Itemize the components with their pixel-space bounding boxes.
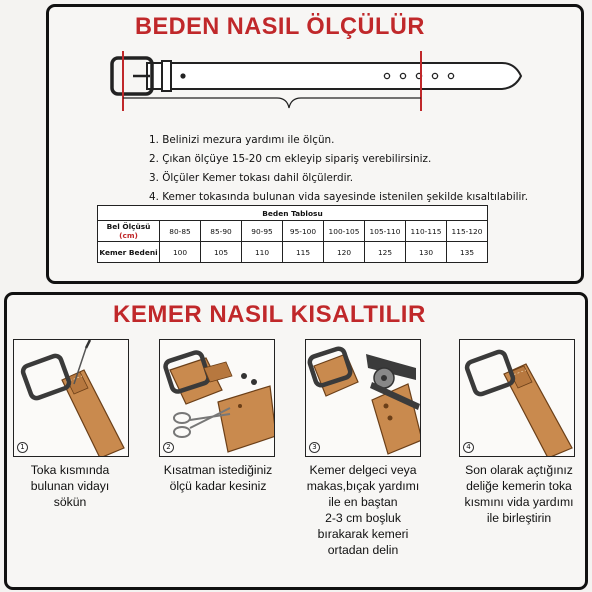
step-number: 2 [163,442,174,453]
table-cell: 95-100 [283,221,324,242]
table-cell: 125 [365,242,406,263]
step-3-text: Kemer delgeci veya makas,bıçak yardımı ile en baştan 2-3 cm boşluk bırakarak kemeri ortadan delin [306,463,420,557]
table-cell: 110-115 [406,221,447,242]
belt-measure-illustration [107,49,527,121]
unit-label: (cm) [119,231,138,240]
size-table [97,205,488,263]
table-cell: 105-110 [365,221,406,242]
step-1-illustration [13,339,129,457]
belt-row-header: Kemer Bedeni [98,242,160,263]
table-cell: 130 [406,242,447,263]
size-table-caption: Beden Tablosu [98,206,488,221]
table-cell: 80-85 [160,221,201,242]
table-cell: 90-95 [242,221,283,242]
table-cell: 135 [447,242,488,263]
instruction-item: 3. Ölçüler Kemer tokası dahil ölçülerdir. [149,172,354,184]
instruction-item: 1. Belinizi mezura yardımı ile ölçün. [149,134,335,146]
table-cell: 100 [160,242,201,263]
shorten-guide-title: KEMER NASIL KISALTILIR [113,301,426,328]
size-guide-title: BEDEN NASIL ÖLÇÜLÜR [135,13,425,40]
step-2-text: Kısatman istediğiniz ölçü kadar kesiniz [163,463,273,493]
step-1-text: Toka kısmında bulunan vidayı sökün [30,463,110,509]
table-cell: 115-120 [447,221,488,242]
table-row [98,242,488,263]
table-cell: 120 [324,242,365,263]
waist-label: Bel Ölçüsü [106,222,151,231]
table-cell: 115 [283,242,324,263]
instruction-item: 4. Kemer tokasında bulunan vida sayesinde istenilen şekilde kısaltılabilir. [149,191,529,203]
table-cell: 85-90 [201,221,242,242]
table-cell: 105 [201,242,242,263]
table-row [98,221,488,242]
instruction-item: 2. Çıkan ölçüye 15-20 cm ekleyip sipariş verebilirsiniz. [149,153,432,165]
step-number: 3 [309,442,320,453]
step-4-illustration [459,339,575,457]
table-cell: 110 [242,242,283,263]
step-3-illustration [305,339,421,457]
shorten-guide-panel [4,292,588,590]
table-cell: 100-105 [324,221,365,242]
step-number: 4 [463,442,474,453]
waist-row-header [98,221,160,242]
step-number: 1 [17,442,28,453]
step-4-text: Son olarak açtığınız deliğe kemerin toka kısmını vida yardımı ile birleştirin [464,463,574,525]
step-2-illustration [159,339,275,457]
size-guide-panel [46,4,584,284]
instruction-list [149,131,528,207]
